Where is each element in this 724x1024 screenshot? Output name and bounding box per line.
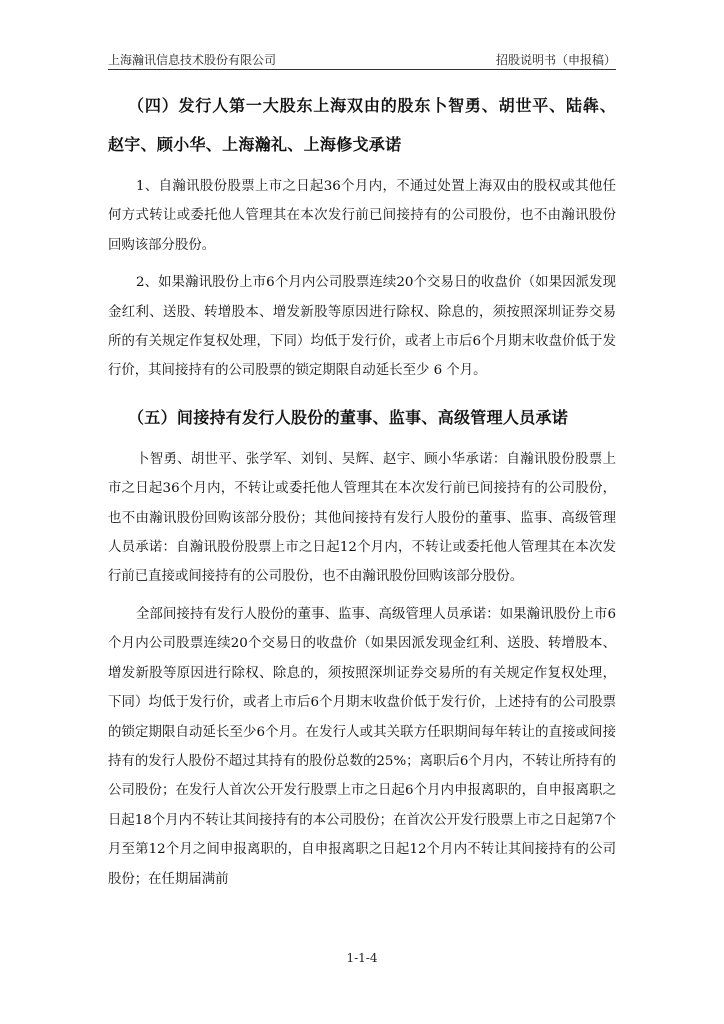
paragraph: 2、如果瀚讯股份上市6个月内公司股票连续20个交易日的收盘价（如果因派发现金红利、送股、转增股本、增发新股等原因进行除权、除息的，须按照深圳证券交易所的有关规定作复权处理，下同）均低于发行价，或者上市后6个月期末收盘价低于发行价，其间接持有的公司股票的锁定期限自动延长至少 6 个月。 [108, 275, 616, 379]
header-company-name: 上海瀚讯信息技术股份有限公司 [108, 53, 277, 67]
header-document-type: 招股说明书（申报稿） [495, 53, 616, 67]
paragraph: 全部间接持有发行人股份的董事、监事、高级管理人员承诺：如果瀚讯股份上市6个月内公司股票连续20个交易日的收盘价（如果因派发现金红利、送股、转增股本、增发新股等原因进行除权、除息的，须按照深圳证券交易所的有关规定作复权处理，下同）均低于发行价，或者上市后6个月期末收盘价低于发行价，上述持有的公司股票的锁定期限自动延长至少6个月。在发行人或其关联方任职期间每年转让的直接或间接持有的发行人股份不超过其持有的股份总数的25%；离职后6个月内，不转让所持有的公司股份；在发行人首次公开发行股票上市之日起6个月内申报离职的，自申报离职之日起18个月内不转让其间接持有的本公司股份；在首次公开发行股票上市之日起第7个月至第12个月之间申报离职的，自申报离职之日起12个月内不转让其间接持有的公司股份；在任期届满前 [108, 606, 616, 887]
section-heading-4: （四）发行人第一大股东上海双由的股东卜智勇、胡世平、陆犇、赵宇、顾小华、上海瀚礼、上海修戈承诺 [108, 96, 616, 154]
page-number: 1-1-4 [346, 951, 378, 965]
header-divider [108, 69, 616, 70]
paragraph: 1、自瀚讯股份股票上市之日起36个月内，不通过处置上海双由的股权或其他任何方式转让或委托他人管理其在本次发行前已间接持有的公司股份，也不由瀚讯股份回购该部分股份。 [108, 179, 616, 253]
paragraph: 卜智勇、胡世平、张学军、刘钊、吴辉、赵宇、顾小华承诺：自瀚讯股份股票上市之日起36个月内，不转让或委托他人管理其在本次发行前已间接持有的公司股份，也不由瀚讯股份回购该部分股份；其他间接持有发行人股份的董事、监事、高级管理人员承诺：自瀚讯股份股票上市之日起12个月内，不转让或委托他人管理其在本次发行前已直接或间接持有的公司股份，也不由瀚讯股份回购该部分股份。 [108, 451, 616, 585]
section-heading-5: （五）间接持有发行人股份的董事、监事、高级管理人员承诺 [128, 407, 569, 427]
page-body [108, 86, 616, 894]
page-header [108, 50, 616, 70]
